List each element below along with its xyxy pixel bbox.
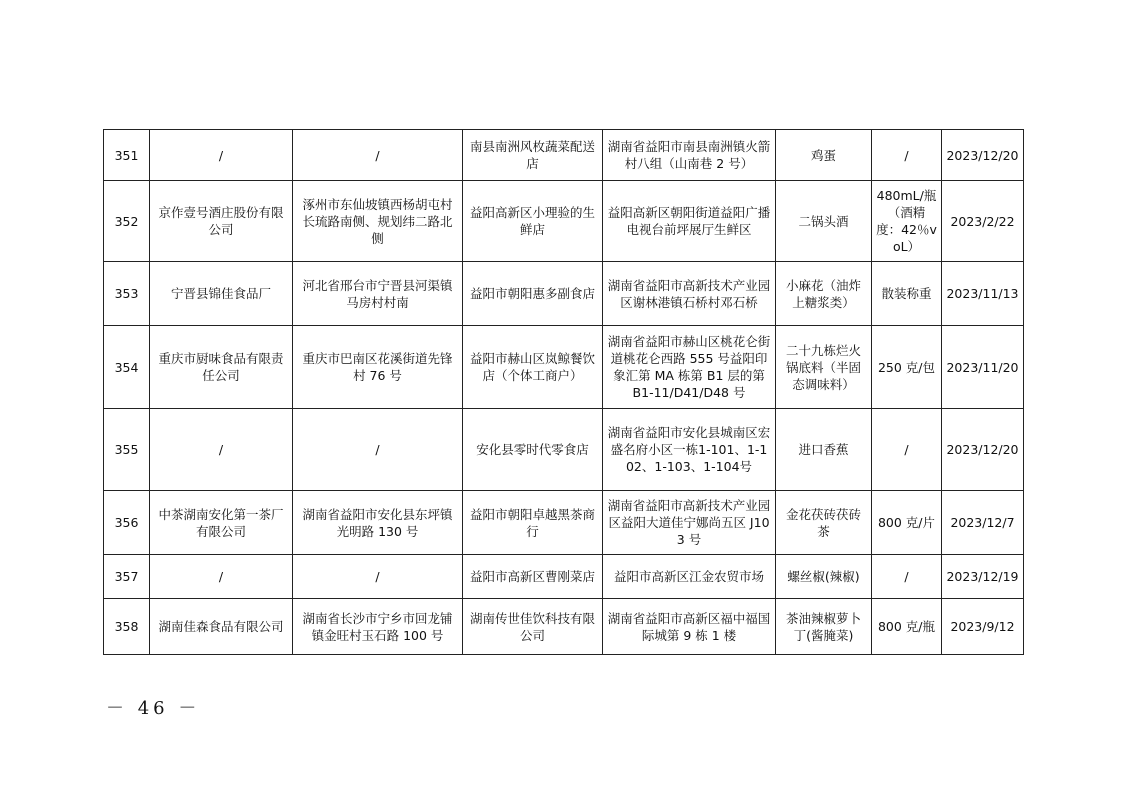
cell-seller: 益阳市朝阳惠多副食店 — [463, 262, 603, 326]
cell-product: 金花茯砖茯砖茶 — [776, 491, 872, 555]
cell-spec: 800 克/片 — [872, 491, 942, 555]
cell-no: 351 — [104, 130, 150, 181]
cell-producer: 京作壹号酒庄股份有限公司 — [150, 181, 293, 262]
inspection-table — [103, 129, 1024, 655]
cell-seller: 益阳高新区小理验的生鲜店 — [463, 181, 603, 262]
cell-producer-address: 湖南省益阳市安化县东坪镇光明路 130 号 — [293, 491, 463, 555]
cell-product: 茶油辣椒萝卜丁(酱腌菜) — [776, 599, 872, 655]
cell-producer-address: 重庆市巴南区花溪街道先锋村 76 号 — [293, 326, 463, 409]
cell-seller-address: 湖南省益阳市高新技术产业园区益阳大道佳宁娜尚五区 J103 号 — [603, 491, 776, 555]
cell-no: 357 — [104, 555, 150, 599]
cell-spec: / — [872, 555, 942, 599]
cell-spec: 480mL/瓶（酒精度：42％voL） — [872, 181, 942, 262]
cell-producer: 中茶湖南安化第一茶厂有限公司 — [150, 491, 293, 555]
page-number: － 46 － — [106, 698, 201, 719]
cell-producer: 重庆市厨味食品有限责任公司 — [150, 326, 293, 409]
cell-seller-address: 湖南省益阳市高新区福中福国际城第 9 栋 1 楼 — [603, 599, 776, 655]
cell-no: 355 — [104, 409, 150, 491]
table-row — [104, 409, 1024, 491]
cell-seller-address: 湖南省益阳市南县南洲镇火箭村八组（山南巷 2 号） — [603, 130, 776, 181]
cell-product: 二锅头酒 — [776, 181, 872, 262]
cell-spec: 800 克/瓶 — [872, 599, 942, 655]
cell-producer-address: 湖南省长沙市宁乡市回龙铺镇金旺村玉石路 100 号 — [293, 599, 463, 655]
cell-no: 356 — [104, 491, 150, 555]
cell-seller-address: 湖南省益阳市赫山区桃花仑街道桃花仑西路 555 号益阳印象汇第 MA 栋第 B1 层的第 B1-11/D41/D48 号 — [603, 326, 776, 409]
cell-date: 2023/9/12 — [942, 599, 1024, 655]
cell-producer-address: 河北省邢台市宁晋县河渠镇马房村村南 — [293, 262, 463, 326]
cell-producer-address: / — [293, 409, 463, 491]
cell-seller: 南县南洲风枚蔬菜配送店 — [463, 130, 603, 181]
cell-spec: 250 克/包 — [872, 326, 942, 409]
cell-seller: 安化县零时代零食店 — [463, 409, 603, 491]
table-row — [104, 491, 1024, 555]
cell-product: 进口香蕉 — [776, 409, 872, 491]
table-row — [104, 555, 1024, 599]
cell-date: 2023/12/19 — [942, 555, 1024, 599]
cell-no: 358 — [104, 599, 150, 655]
cell-producer: / — [150, 555, 293, 599]
cell-date: 2023/12/20 — [942, 130, 1024, 181]
cell-spec: / — [872, 130, 942, 181]
cell-product: 二十九栋烂火锅底料（半固态调味料） — [776, 326, 872, 409]
cell-seller: 益阳市朝阳卓越黑茶商行 — [463, 491, 603, 555]
cell-no: 353 — [104, 262, 150, 326]
cell-seller: 湖南传世佳饮科技有限公司 — [463, 599, 603, 655]
cell-date: 2023/2/22 — [942, 181, 1024, 262]
table-row — [104, 599, 1024, 655]
cell-seller-address: 湖南省益阳市高新技术产业园区谢林港镇石桥村邓石桥 — [603, 262, 776, 326]
cell-product: 鸡蛋 — [776, 130, 872, 181]
cell-date: 2023/11/13 — [942, 262, 1024, 326]
cell-product: 小麻花（油炸上糖浆类） — [776, 262, 872, 326]
cell-seller: 益阳市赫山区岚鲸餐饮店（个体工商户） — [463, 326, 603, 409]
cell-date: 2023/12/7 — [942, 491, 1024, 555]
cell-spec: / — [872, 409, 942, 491]
table-body — [104, 130, 1024, 655]
cell-producer-address: / — [293, 555, 463, 599]
table-row — [104, 130, 1024, 181]
cell-seller: 益阳市高新区曹刚菜店 — [463, 555, 603, 599]
table-row — [104, 181, 1024, 262]
cell-no: 352 — [104, 181, 150, 262]
cell-date: 2023/12/20 — [942, 409, 1024, 491]
cell-producer-address: / — [293, 130, 463, 181]
cell-producer: 湖南佳森食品有限公司 — [150, 599, 293, 655]
cell-producer: / — [150, 130, 293, 181]
cell-seller-address: 益阳高新区朝阳街道益阳广播电视台前坪展厅生鲜区 — [603, 181, 776, 262]
cell-producer-address: 涿州市东仙坡镇西杨胡屯村长琉路南侧、规划纬二路北侧 — [293, 181, 463, 262]
cell-producer: 宁晋县锦佳食品厂 — [150, 262, 293, 326]
cell-date: 2023/11/20 — [942, 326, 1024, 409]
cell-seller-address: 湖南省益阳市安化县城南区宏盛名府小区一栋1-101、1-102、1-103、1-104号 — [603, 409, 776, 491]
table-row — [104, 262, 1024, 326]
cell-spec: 散装称重 — [872, 262, 942, 326]
table-row — [104, 326, 1024, 409]
cell-no: 354 — [104, 326, 150, 409]
cell-seller-address: 益阳市高新区江金农贸市场 — [603, 555, 776, 599]
cell-producer: / — [150, 409, 293, 491]
cell-product: 螺丝椒(辣椒) — [776, 555, 872, 599]
